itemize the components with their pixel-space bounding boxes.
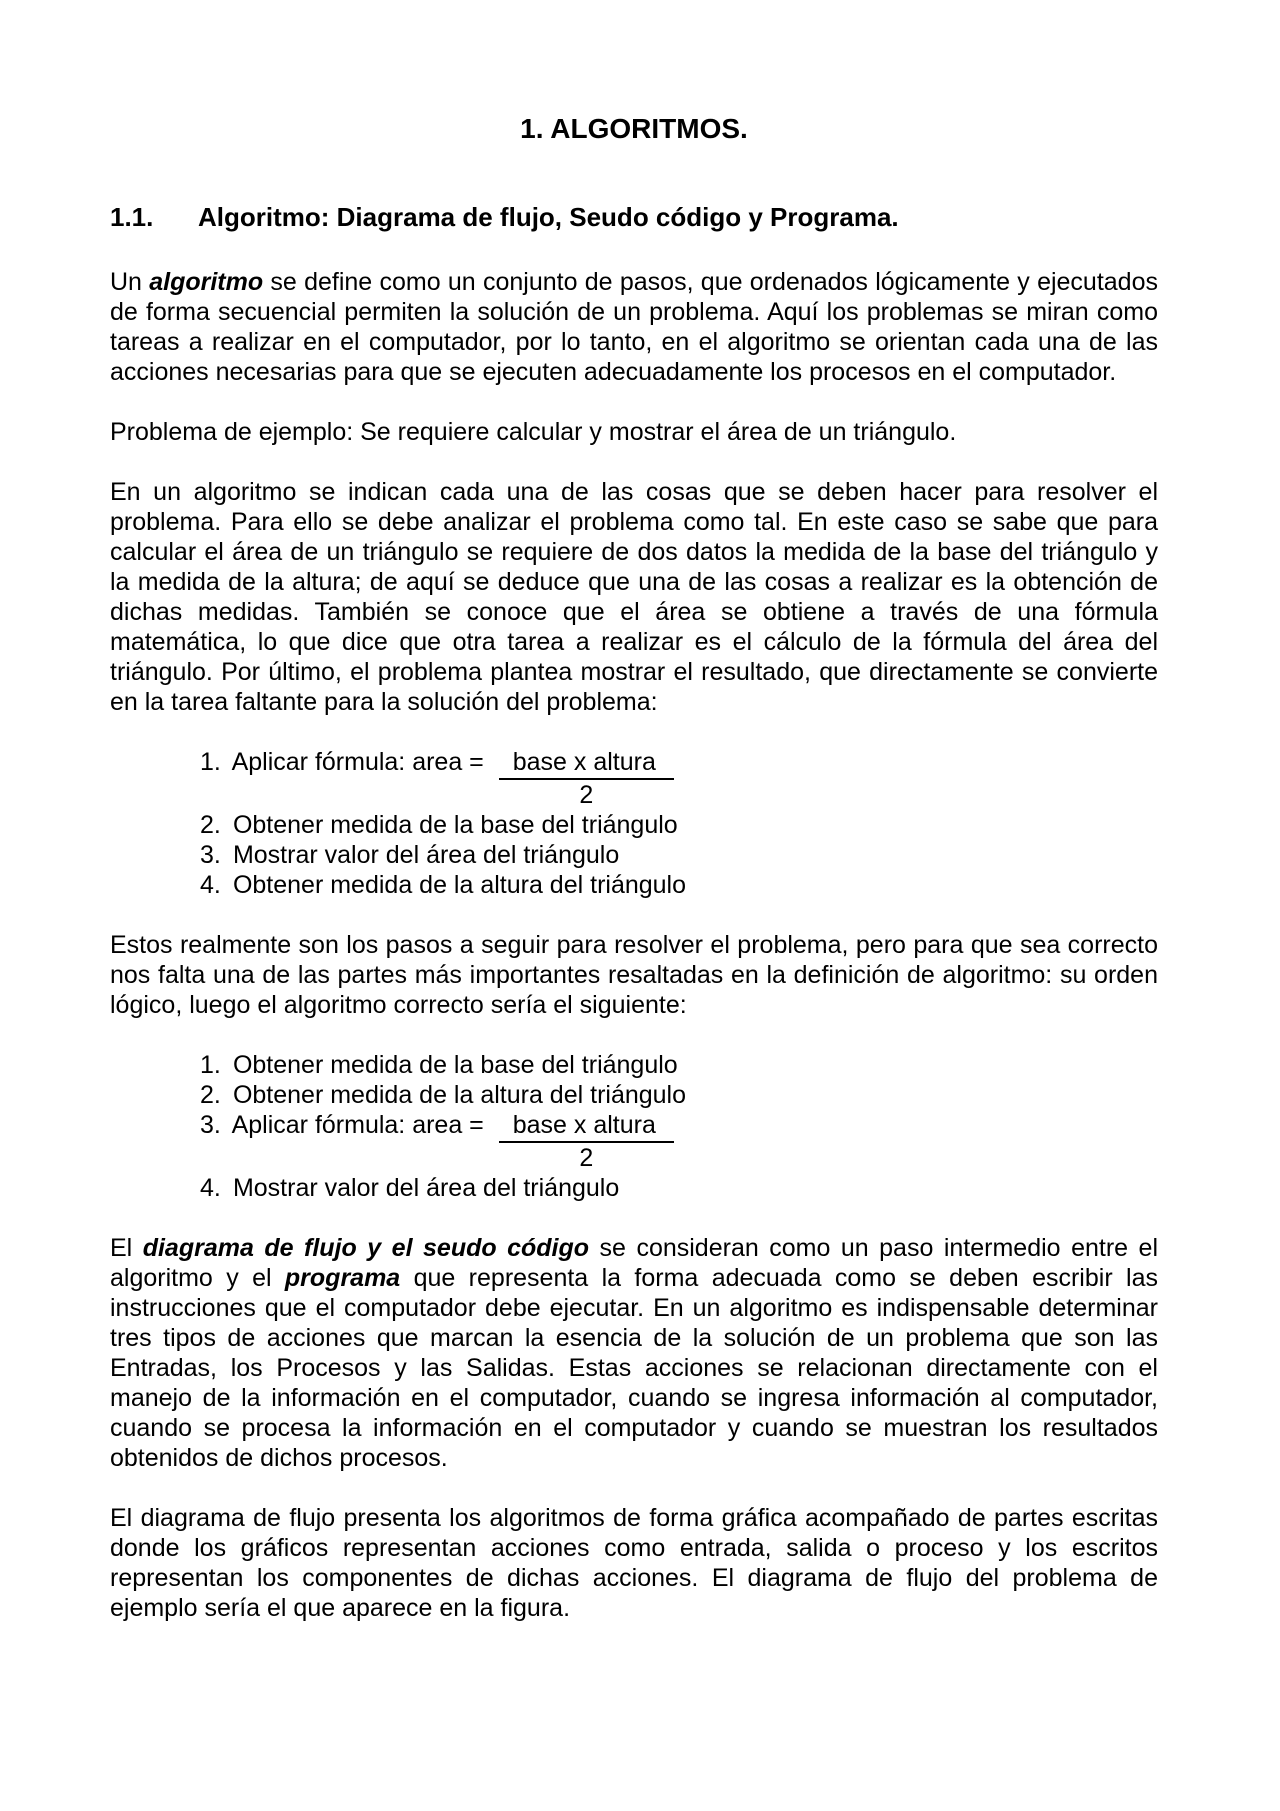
area-formula-fraction — [499, 1110, 674, 1173]
list-item — [110, 747, 1158, 810]
formula-label: Aplicar fórmula: area = — [231, 1111, 484, 1139]
list-item — [110, 1173, 1158, 1203]
text-segment: Estos realmente son los pasos a seguir para resolver el problema, pero para que sea correcto nos falta una de las partes más importantes resaltadas en la definición de algoritmo: su orden lógico, luego el algoritmo correcto sería el siguiente: — [110, 931, 1158, 1019]
list-item-number: 3. — [200, 841, 221, 869]
steps-list-ordered-logic — [110, 1050, 1158, 1203]
list-item-text: Obtener medida de la altura del triángulo — [232, 1081, 687, 1109]
list-item-number: 4. — [200, 1174, 221, 1202]
paragraph-diagrama-seudocodigo — [110, 1233, 1158, 1473]
list-item — [110, 1080, 1158, 1110]
list-item-text: Obtener medida de la base del triángulo — [232, 1051, 678, 1079]
text-segment: En un algoritmo se indican cada una de las cosas que se deben hacer para resolver el problema. Para ello se debe analizar el problema como tal. En este caso se sabe que para calcular el área de un triángulo se requiere de dos datos la medida de la base del triángulo y la medida de la altura; de aquí se deduce que una de las cosas a realizar es la obtención de dichas medidas. También se conoce que el área se obtiene a través de una fórmula matemática, lo que dice que otra tarea a realizar es el cálculo de la fórmula del área del triángulo. Por último, el problema plantea mostrar el resultado, que directamente se convierte en la tarea faltante para la solución del problema: — [110, 478, 1158, 716]
text-segment: Problema de ejemplo: Se requiere calcular y mostrar el área de un triángulo. — [110, 418, 957, 446]
text-segment: El — [110, 1234, 143, 1262]
list-item-text: Obtener medida de la altura del triángulo — [232, 871, 687, 899]
fraction-denominator: 2 — [579, 781, 594, 809]
emphasized-text: algoritmo — [149, 268, 264, 296]
list-item — [110, 1050, 1158, 1080]
list-item — [110, 810, 1158, 840]
list-item-number: 4. — [200, 871, 221, 899]
list-item-text: Obtener medida de la base del triángulo — [232, 811, 678, 839]
text-segment: El diagrama de flujo presenta los algoritmos de forma gráfica acompañado de partes escritas donde los gráficos representan acciones como entrada, salida o proceso y los escritos representan los componentes de dichas acciones. El diagrama de flujo del problema de ejemplo sería el que aparece en la figura. — [110, 1504, 1158, 1622]
formula-label: Aplicar fórmula: area = — [231, 748, 484, 776]
list-item — [110, 840, 1158, 870]
list-item-number: 1. — [200, 748, 221, 776]
section-heading — [110, 202, 1158, 232]
list-item-number: 2. — [200, 811, 221, 839]
area-formula-fraction — [499, 747, 674, 810]
paragraph-problema-ejemplo — [110, 417, 1158, 447]
text-segment: Un — [110, 268, 150, 296]
paragraph-orden-logico — [110, 930, 1158, 1020]
text-segment: se define como un conjunto de pasos, que ordenados lógicamente y ejecutados de forma secuencial permiten la solución de un problema. Aquí los problemas se miran como tareas a realizar en el computador, por lo tanto, en el algoritmo se orientan cada una de las acciones necesarias para que se ejecuten adecuadamente los procesos en el computador. — [110, 268, 1158, 386]
emphasized-text: programa — [284, 1264, 401, 1292]
section-heading-text: Algoritmo: Diagrama de flujo, Seudo código y Programa. — [198, 202, 899, 232]
list-item-number: 1. — [200, 1051, 221, 1079]
text-segment: que representa la forma adecuada como se deben escribir las instrucciones que el computador debe ejecutar. En un algoritmo es indispensable determinar tres tipos de acciones que marcan la esencia de la solución de un problema que son las Entradas, los Procesos y las Salidas. Estas acciones se relacionan directamente con el manejo de la información en el computador, cuando se ingresa información al computador, cuando se procesa la información en el computador y cuando se muestran los resultados obtenidos de dichos procesos. — [110, 1264, 1158, 1472]
paragraph-definition-algoritmo — [110, 267, 1158, 387]
emphasized-text: diagrama de flujo y el seudo código — [142, 1234, 590, 1262]
paragraph-diagrama-flujo-figura — [110, 1503, 1158, 1623]
fraction-numerator: base x altura — [499, 1110, 674, 1143]
list-item — [110, 1110, 1158, 1173]
list-item-text: Mostrar valor del área del triángulo — [232, 841, 620, 869]
list-item-text: Mostrar valor del área del triángulo — [232, 1174, 620, 1202]
steps-list-unordered-logic — [110, 747, 1158, 900]
section-number: 1.1. — [110, 202, 154, 232]
list-item-number: 3. — [200, 1111, 221, 1139]
paragraph-analisis-problema — [110, 477, 1158, 717]
list-item-number: 2. — [200, 1081, 221, 1109]
document-title: 1. ALGORITMOS. — [520, 113, 748, 144]
fraction-numerator: base x altura — [499, 747, 674, 780]
list-item — [110, 870, 1158, 900]
fraction-denominator: 2 — [579, 1144, 594, 1172]
text-segment: se consideran como un paso intermedio entre el algoritmo y el — [110, 1234, 1158, 1292]
